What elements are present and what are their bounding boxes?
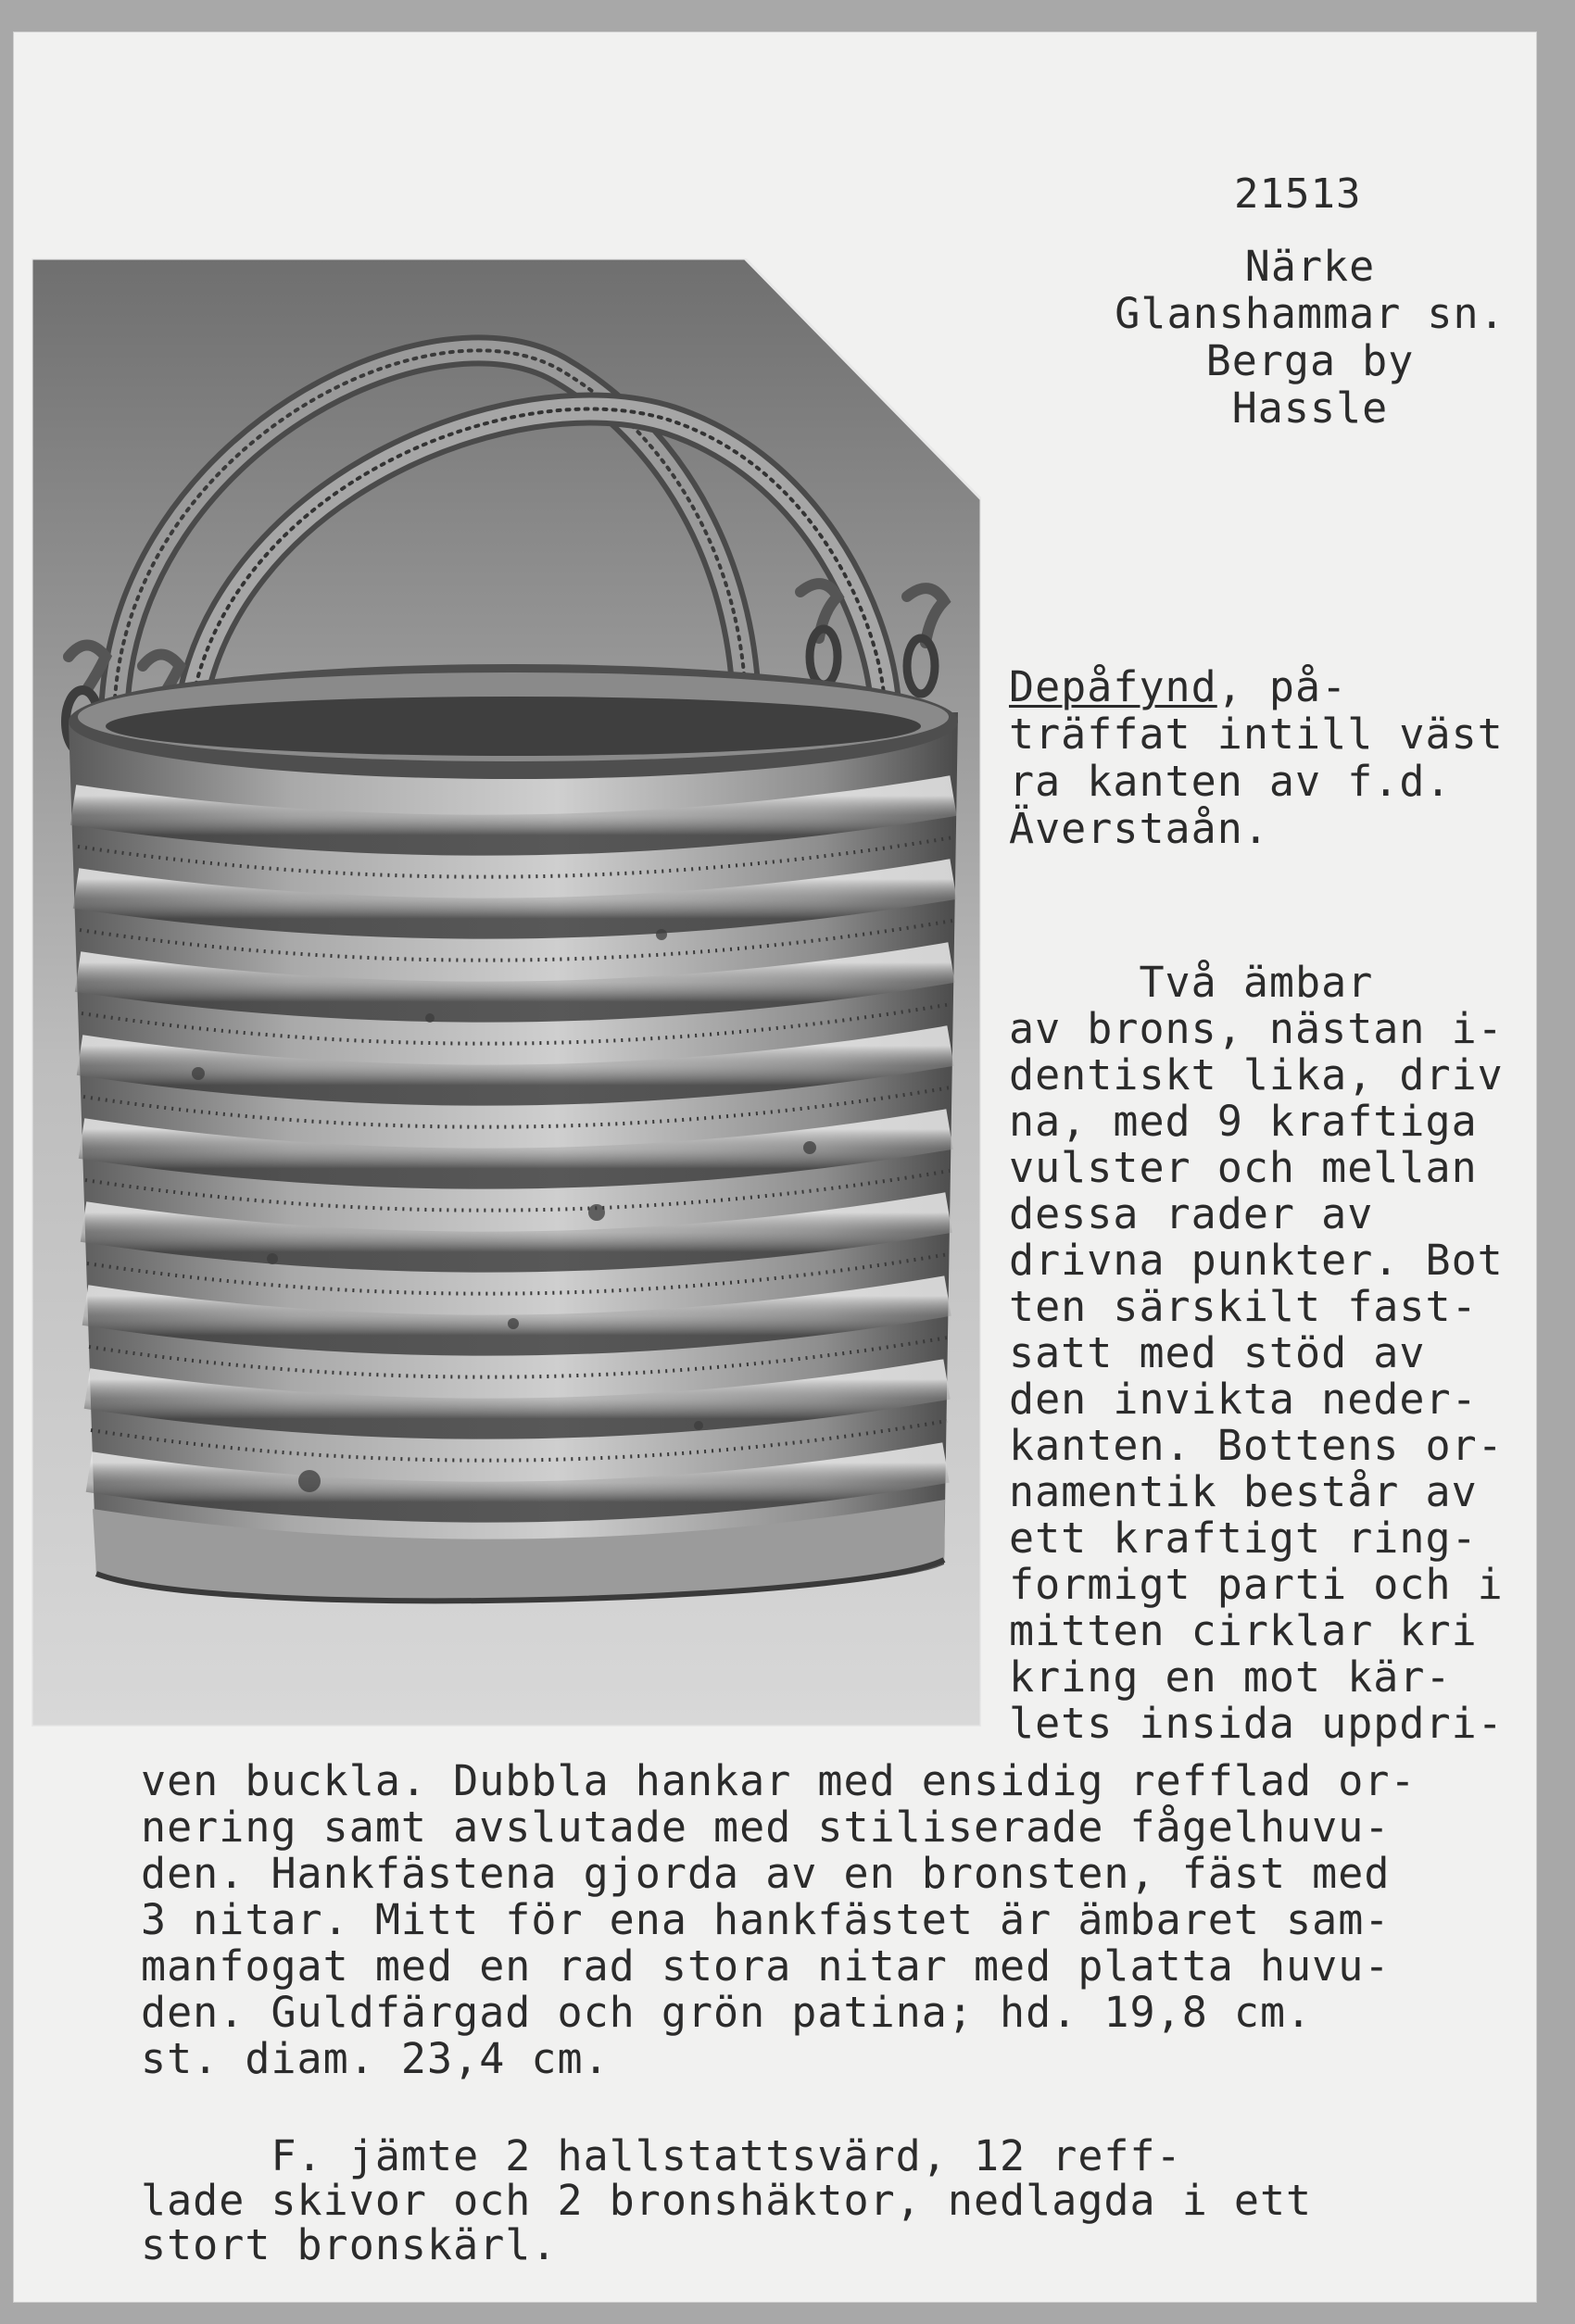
description-line: st. diam. 23,4 cm. bbox=[141, 2034, 610, 2083]
description-line: ven buckla. Dubbla hankar med ensidig refflad or- bbox=[141, 1756, 1417, 1805]
location-parish: Glanshammar sn. bbox=[1115, 289, 1506, 338]
description-line: drivna punkter. Bot bbox=[1009, 1236, 1504, 1285]
description-line: den invikta neder- bbox=[1009, 1375, 1478, 1424]
find-type-heading: Depåfynd bbox=[1009, 662, 1217, 711]
bucket-body-icon bbox=[69, 664, 958, 1602]
description-line: mitten cirklar kri bbox=[1009, 1606, 1478, 1655]
description-line: 3 nitar. Mitt för ena hankfästet är ämbaret sam- bbox=[141, 1895, 1391, 1944]
description-line: manfogat med en rad stora nitar med platta huvu- bbox=[141, 1941, 1391, 1991]
description-line: dentiskt lika, driv bbox=[1009, 1050, 1504, 1099]
find-line-1: , på- bbox=[1216, 662, 1348, 711]
description-side bbox=[1009, 960, 1504, 1747]
catalog-number: 21513 bbox=[1234, 170, 1362, 218]
find-line-2: träffat intill väst bbox=[1009, 710, 1504, 759]
description-line: formigt parti och i bbox=[1009, 1560, 1504, 1609]
find-location bbox=[1078, 243, 1542, 432]
catalog-card bbox=[13, 31, 1537, 2303]
description-full bbox=[141, 1758, 1417, 2082]
find-line-4: Äverstaån. bbox=[1009, 804, 1269, 853]
description-line: ett kraftigt ring- bbox=[1009, 1514, 1478, 1563]
description-line: lets insida uppdri- bbox=[1009, 1699, 1504, 1748]
description-line: nering samt avslutade med stiliserade fågelhuvu- bbox=[141, 1803, 1391, 1852]
bronze-bucket-photo bbox=[32, 258, 981, 1727]
location-site: Hassle bbox=[1231, 383, 1389, 433]
description-line: kanten. Bottens or- bbox=[1009, 1421, 1504, 1470]
description-line: Två ämbar bbox=[1009, 958, 1374, 1007]
description-line: dessa rader av bbox=[1009, 1189, 1374, 1238]
location-village: Berga by bbox=[1205, 336, 1415, 385]
footnote bbox=[141, 2131, 1313, 2269]
description-line: ten särskilt fast- bbox=[1009, 1282, 1478, 1331]
footnote-line: lade skivor och 2 bronshäktor, nedlagda i ett bbox=[141, 2176, 1313, 2225]
description-line: kring en mot kär- bbox=[1009, 1652, 1452, 1702]
footnote-line: stort bronskärl. bbox=[141, 2220, 558, 2269]
description-line: den. Hankfästena gjorda av en bronsten, fäst med bbox=[141, 1849, 1391, 1898]
find-line-3: ra kanten av f.d. bbox=[1009, 757, 1452, 806]
description-line: namentik består av bbox=[1009, 1467, 1478, 1516]
description-line: satt med stöd av bbox=[1009, 1328, 1426, 1377]
description-line: av brons, nästan i- bbox=[1009, 1004, 1504, 1053]
find-type bbox=[1009, 663, 1504, 852]
description-line: den. Guldfärgad och grön patina; hd. 19,8 cm. bbox=[141, 1988, 1313, 2037]
location-province: Närke bbox=[1244, 242, 1376, 291]
description-line: na, med 9 kraftiga bbox=[1009, 1097, 1478, 1146]
footnote-line: F. jämte 2 hallstattsvärd, 12 reff- bbox=[141, 2131, 1182, 2180]
description-line: vulster och mellan bbox=[1009, 1143, 1478, 1192]
